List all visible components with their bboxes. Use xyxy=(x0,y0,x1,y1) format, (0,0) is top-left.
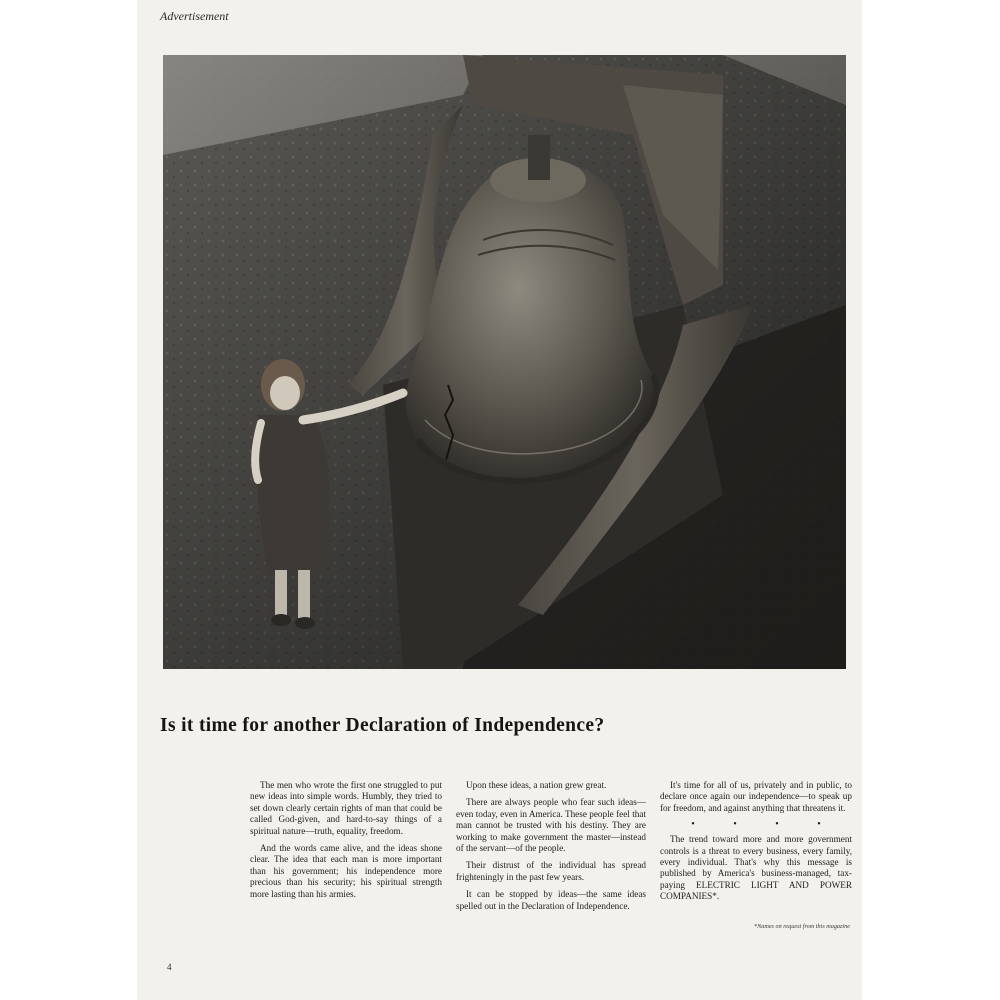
footnote: *Names on request from this magazine xyxy=(754,923,850,930)
body-paragraph: Their distrust of the individual has spread frighteningly in the past few years. xyxy=(456,860,646,882)
body-paragraph: The trend toward more and more government controls is a threat to every business, every family, every individual. That's why this message is published by America's business-managed, tax-paying ELECTRIC LIGHT AND POWER COMPANIES*. xyxy=(660,834,852,902)
body-paragraph: There are always people who fear such ideas—even today, even in America. These people feel that man cannot be trusted with his destiny. They are working to make government the master—instead of the servant—of the people. xyxy=(456,797,646,854)
page-number: 4 xyxy=(167,962,172,972)
body-column-2 xyxy=(456,780,646,918)
headline: Is it time for another Declaration of Independence? xyxy=(160,715,605,736)
body-paragraph: Upon these ideas, a nation grew great. xyxy=(466,780,607,790)
body-paragraph: It's time for all of us, privately and in public, to declare once again our independence—to speak up for freedom, and against anything that threatens it. xyxy=(660,780,852,813)
section-separator: • • • • xyxy=(691,819,839,831)
body-paragraph: And the words came alive, and the ideas shone clear. The idea that each man is more important than his government; his independence more precious than his security; his spiritual strength more lasting than his armies. xyxy=(250,843,442,899)
liberty-bell-photo xyxy=(163,55,846,669)
body-column-3 xyxy=(660,780,852,909)
body-paragraph: It can be stopped by ideas—the same ideas spelled out in the Declaration of Independence. xyxy=(456,889,646,911)
body-column-1 xyxy=(250,780,442,906)
body-paragraph: The men who wrote the first one struggled to put new ideas into simple words. Humbly, they tried to set down clearly certain rights of man that could be called God-given, and hard-to-say things of a spiritual nature—truth, equality, freedom. xyxy=(250,780,442,836)
advertisement-label: Advertisement xyxy=(160,9,229,23)
